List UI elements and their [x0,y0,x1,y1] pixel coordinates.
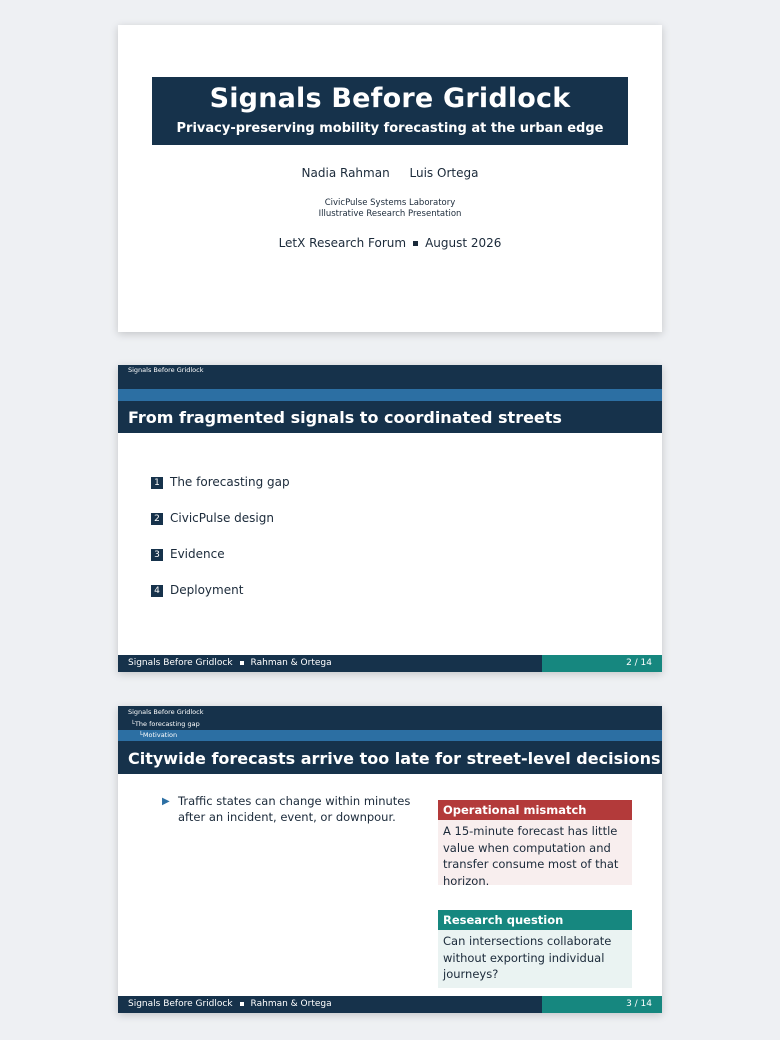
footer-authors: Rahman & Ortega [250,999,332,1009]
bullet-item [162,793,430,825]
author-name: Luis Ortega [409,166,479,180]
block-body: Can intersections collaborate without exporting individual journeys? [438,930,632,988]
breadcrumb-level-3: └Motivation [139,731,178,739]
venue: LetX Research Forum [278,236,407,250]
toc-number: 4 [151,585,163,597]
toc-item [151,547,290,583]
toc-item [151,511,290,547]
toc-item [151,475,290,511]
toc-number: 2 [151,513,163,525]
institution-line: CivicPulse Systems Laboratory [324,198,456,208]
header-subbar [118,389,662,401]
title-slide [118,25,662,332]
example-block [438,910,632,988]
authors [118,166,662,180]
breadcrumb-level-2: └The forecasting gap [131,720,200,728]
institution-line: Illustrative Research Presentation [318,209,462,219]
author-name: Nadia Rahman [301,166,390,180]
separator-square [240,1002,244,1006]
page-number: 3 / 14 [626,999,652,1009]
breadcrumb-level-1: Signals Before Gridlock [128,708,204,716]
venue-date [118,236,662,250]
footer-bar [118,996,662,1013]
frame-title: From fragmented signals to coordinated streets [128,408,562,427]
header-bar [118,706,662,730]
toc-item [151,583,290,619]
block-title: Operational mismatch [438,800,632,820]
bullet-triangle-icon: ▶ [162,796,170,807]
footer-left [118,655,542,672]
frame-title-bar [118,401,662,433]
outline-slide [118,365,662,672]
toc-label: Deployment [170,583,244,597]
footer-right [542,996,662,1013]
motivation-slide [118,706,662,1013]
footer-left [118,996,542,1013]
block-body: A 15-minute forecast has little value when computation and transfer consume most of that horizon. [438,820,632,885]
toc-label: The forecasting gap [170,475,290,489]
title-box [152,77,628,145]
separator-square [240,661,244,665]
frame-title: Citywide forecasts arrive too late for street-level decisions [128,749,661,768]
footer-right [542,655,662,672]
footer-authors: Rahman & Ortega [250,658,332,668]
separator-square [413,241,418,246]
institution [118,198,662,220]
page-number: 2 / 14 [626,658,652,668]
header-bar [118,365,662,389]
breadcrumb: Signals Before Gridlock [128,366,204,374]
header-subbar [118,730,662,741]
presentation-subtitle: Privacy-preserving mobility forecasting at the urban edge [176,121,604,136]
table-of-contents [151,475,290,619]
footer-title: Signals Before Gridlock [128,999,233,1009]
block-title: Research question [438,910,632,930]
bullet-text: Traffic states can change within minutes after an incident, event, or downpour. [178,794,411,824]
toc-label: CivicPulse design [170,511,274,525]
toc-number: 3 [151,549,163,561]
alert-block [438,800,632,888]
presentation-title: Signals Before Gridlock [209,83,571,114]
date: August 2026 [425,236,502,250]
footer-bar [118,655,662,672]
footer-title: Signals Before Gridlock [128,658,233,668]
toc-label: Evidence [170,547,225,561]
toc-number: 1 [151,477,163,489]
frame-title-bar [118,741,662,774]
